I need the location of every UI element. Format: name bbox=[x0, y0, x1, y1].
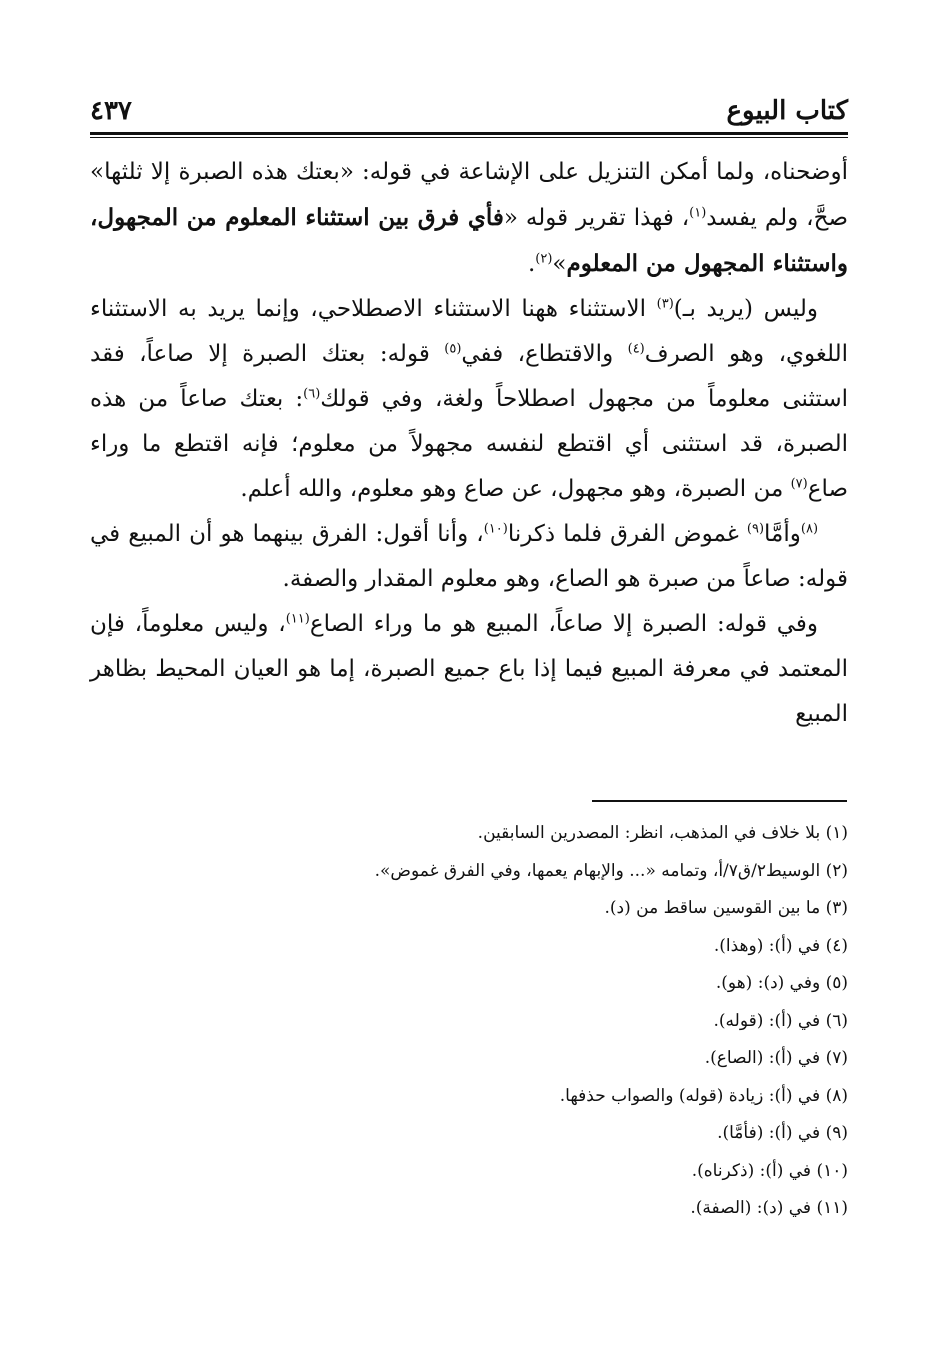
footnote-9: (٩) في (أ): (فأمَّا). bbox=[717, 1123, 848, 1143]
footnote-ref-4: (٤) bbox=[627, 341, 645, 357]
p1-text-c: » bbox=[552, 251, 567, 277]
footnote-ref-2: (٢) bbox=[535, 251, 553, 267]
p2-text-d: قوله: بعتك الصبرة إلا صاعاً، فقد استثنى معلوماً من مجهول اصطلاحاً ولغة، وفي قولك bbox=[90, 341, 849, 412]
footnote-5: (٥) وفي (د): (هو). bbox=[715, 973, 848, 993]
footnote-6: (٦) في (أ): (قوله). bbox=[713, 1010, 848, 1031]
p1-text-d: . bbox=[527, 251, 536, 277]
p2-text-b: الاستثناء ههنا الاستثناء الاصطلاحي، وإنما يريد به الاستثناء اللغوي، وهو الصرف bbox=[90, 296, 849, 367]
footnote-ref-1: (١) bbox=[689, 205, 707, 221]
p2-text-a: وليس (يريد بـ) bbox=[673, 296, 818, 322]
chapter-title: كتاب البيوع bbox=[726, 96, 848, 126]
main-text bbox=[90, 150, 848, 737]
p3-text-b: غموض الفرق فلما ذكرنا bbox=[507, 521, 747, 547]
p4-text-b: ، وليس معلوماً، فإن المعتمد في معرفة المبيع فيما إذا باع جميع الصبرة، إما هو العيان المحيط بظاهر المبيع bbox=[90, 611, 848, 727]
p3-text-c: ، وأنا أقول: الفرق بينهما هو أن المبيع في قوله: صاعاً من صبرة هو الصاع، وهو معلوم المقدار والصفة. bbox=[90, 521, 848, 592]
paragraph-1 bbox=[90, 150, 848, 287]
footnote-ref-3: (٣) bbox=[656, 296, 674, 312]
paragraph-4 bbox=[90, 602, 848, 737]
p1-text-b: ، فهذا تقرير قوله « bbox=[503, 205, 690, 231]
footnote-ref-7: (٧) bbox=[790, 476, 808, 492]
p3-text-a: وأمَّا bbox=[764, 521, 801, 547]
footnote-ref-11: (١١) bbox=[285, 611, 310, 627]
p1-quoted-bold: فأي فرق بين استثناء المعلوم من المجهول، واستثناء المجهول من المعلوم bbox=[90, 204, 848, 277]
page-number: ٤٣٧ bbox=[90, 96, 132, 126]
footnote-3: (٣) ما بين القوسين ساقط من (د). bbox=[604, 898, 848, 918]
header-rule bbox=[90, 132, 848, 135]
footnote-ref-8: (٨) bbox=[800, 521, 819, 537]
running-header bbox=[90, 92, 848, 130]
p1-text-a: أوضحناه، ولما أمكن التنزيل على الإشاعة في قوله: «بعتك هذه الصبرة إلا ثلثها» صحَّ، ولم يفسد bbox=[90, 159, 848, 231]
footnotes bbox=[90, 815, 848, 1228]
footnote-ref-6: (٦) bbox=[303, 386, 321, 402]
p2-text-c: والاقتطاع، ففي bbox=[461, 341, 628, 367]
footnote-ref-5: (٥) bbox=[444, 341, 462, 357]
footnote-ref-10: (١٠) bbox=[483, 521, 508, 537]
p2-text-f: من الصبرة، وهو مجهول، عن صاع وهو معلوم، والله أعلم. bbox=[240, 476, 791, 502]
footnote-2: (٢) الوسيط٢/ق٧/أ، وتمامه «... والإبهام يعمها، وفي الفرق غموض». bbox=[374, 860, 848, 881]
header-rule-thin bbox=[90, 137, 848, 138]
footnote-separator bbox=[592, 800, 847, 802]
paragraph-3 bbox=[90, 512, 848, 602]
footnote-1: (١) بلا خلاف في المذهب، انظر: المصدرين السابقين. bbox=[477, 823, 848, 843]
footnote-10: (١٠) في (أ): (ذكرناه). bbox=[691, 1160, 848, 1181]
p4-text-a: وفي قوله: الصبرة إلا صاعاً، المبيع هو ما وراء الصاع bbox=[309, 611, 818, 637]
p2-text-e: : بعتك صاعاً من هذه الصبرة، قد استثنى أي اقتطع لنفسه مجهولاً من معلوم؛ فإنه اقتطع ما وراء صاع bbox=[90, 386, 848, 502]
footnote-8: (٨) في (أ): زيادة (قوله) والصواب حذفها. bbox=[559, 1085, 848, 1106]
footnote-11: (١١) في (د): (الصفة). bbox=[690, 1198, 848, 1218]
footnote-7: (٧) في (أ): (الصاع). bbox=[704, 1048, 848, 1068]
footnote-ref-9: (٩) bbox=[746, 521, 765, 537]
footnote-4: (٤) في (أ): (وهذا). bbox=[713, 935, 848, 956]
paragraph-2 bbox=[90, 287, 848, 512]
